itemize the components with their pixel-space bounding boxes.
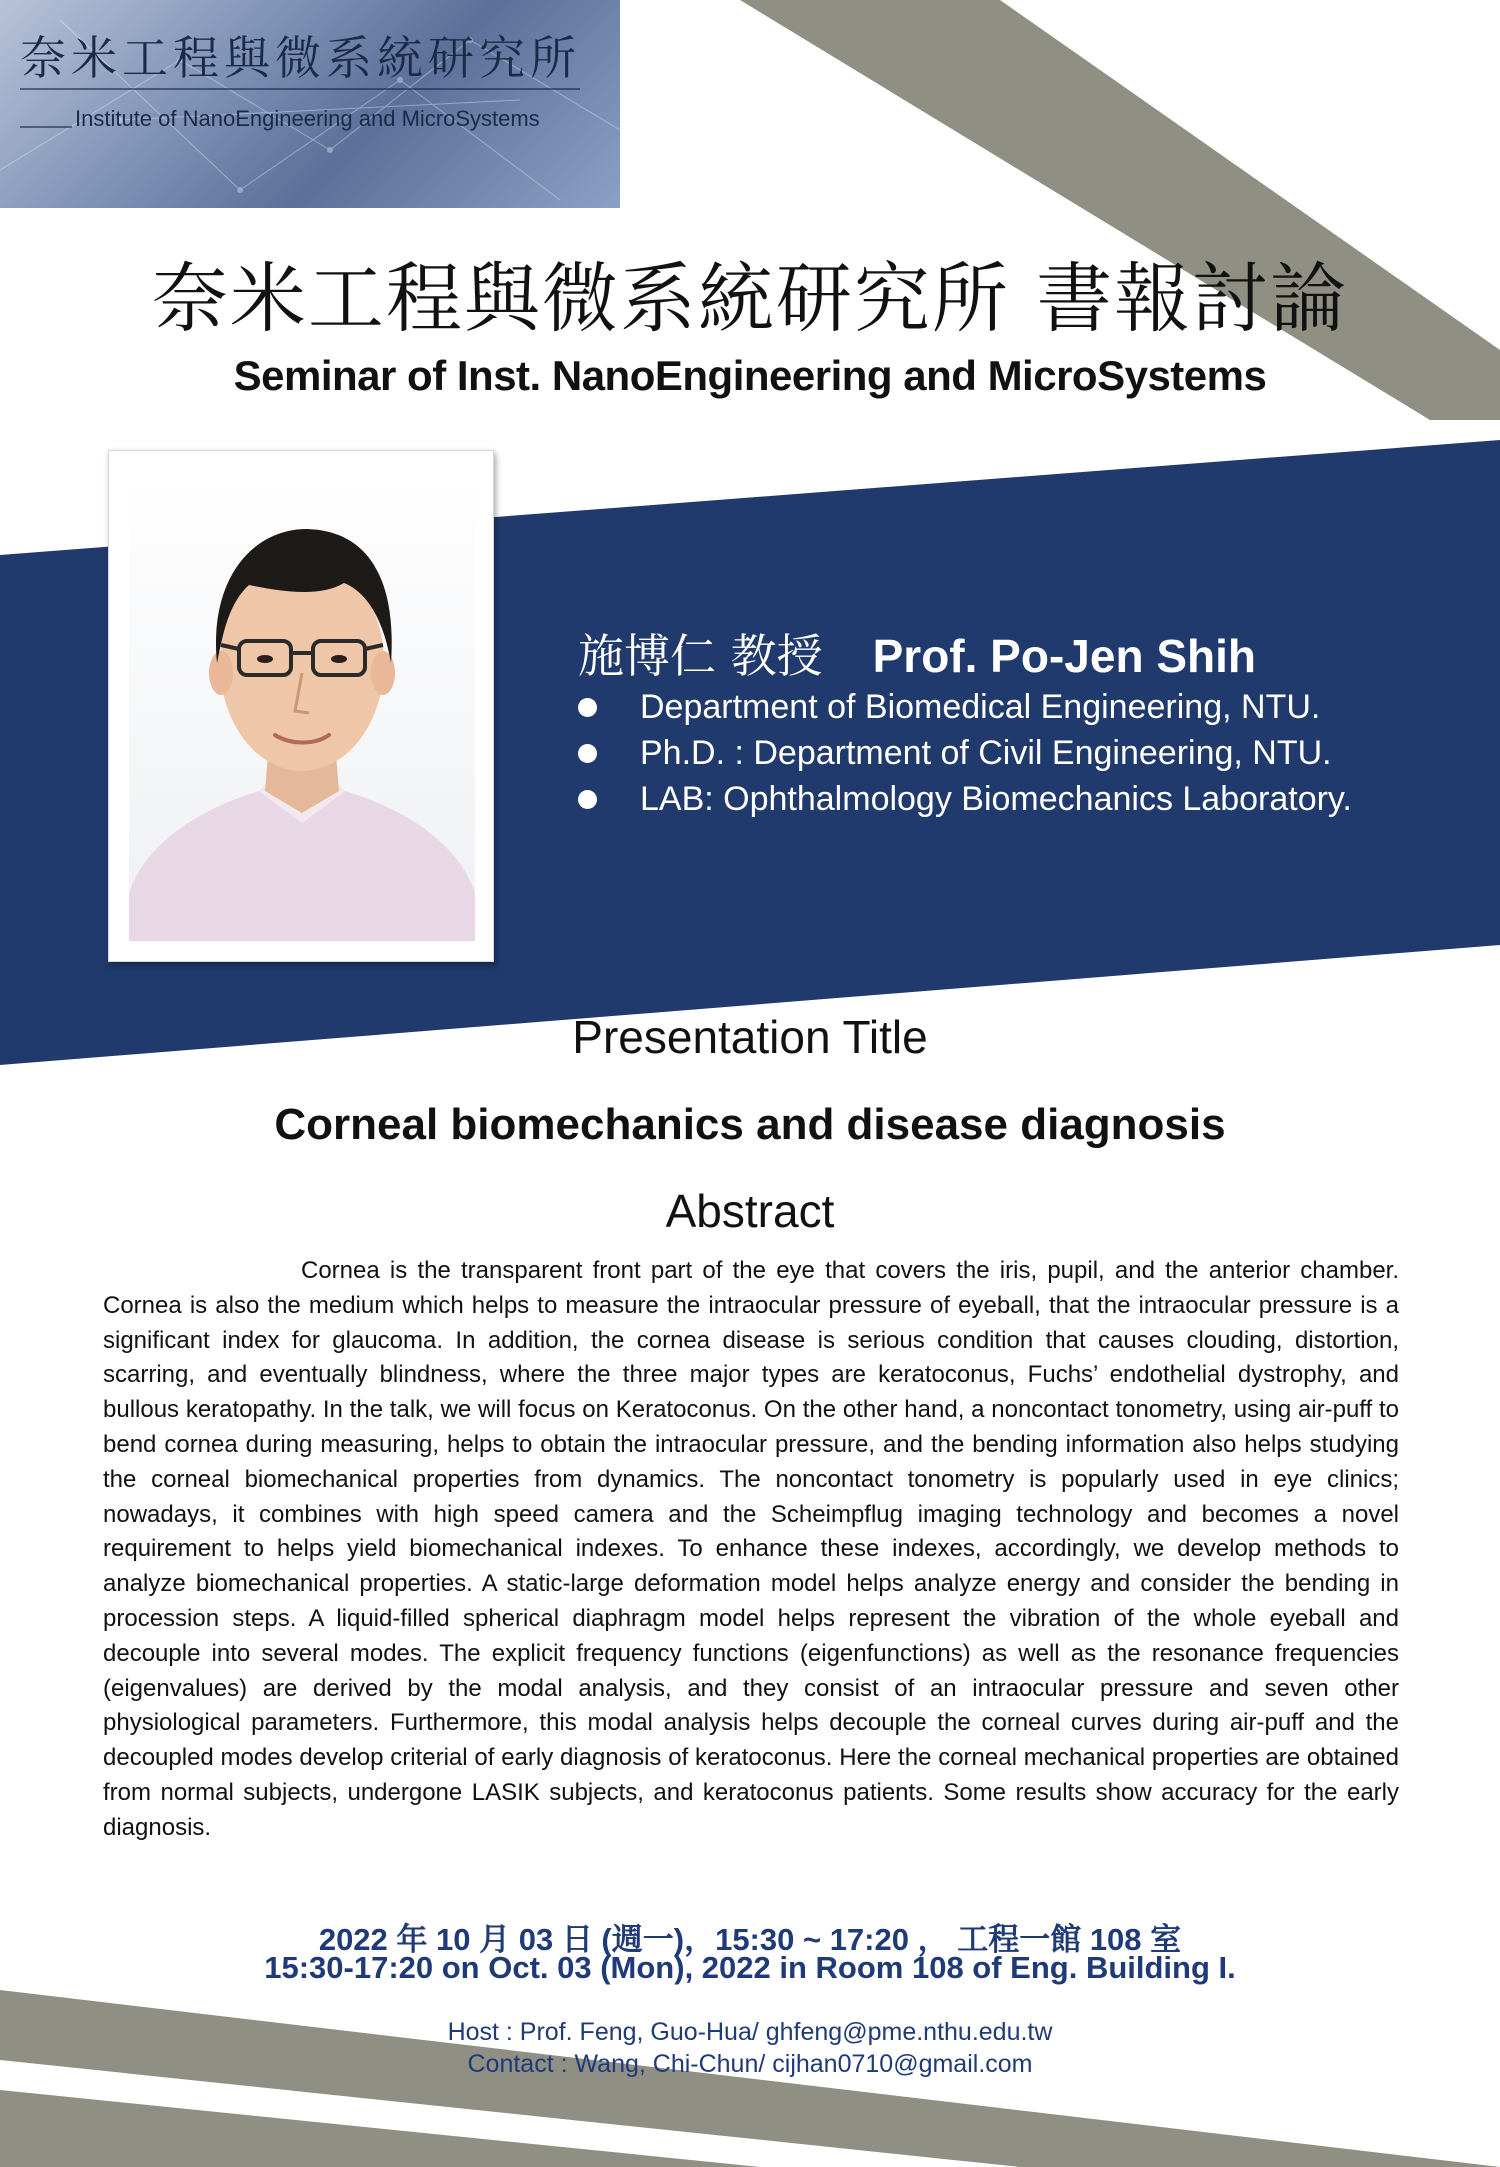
bullet-icon bbox=[578, 744, 597, 763]
bullet-icon bbox=[578, 790, 597, 809]
list-item bbox=[578, 730, 1352, 776]
banner-chinese-title: 奈米工程與微系統研究所 bbox=[20, 31, 581, 85]
host-info: Host : Prof. Feng, Guo-Hua/ ghfeng@pme.nthu.edu.tw bbox=[447, 2018, 1053, 2046]
banner-divider-short bbox=[20, 126, 72, 128]
portrait-illustration bbox=[129, 473, 475, 941]
speaker-phd: Ph.D. : Department of Civil Engineering, NTU. bbox=[640, 734, 1332, 772]
contact-info: Contact : Wang, Chi-Chun/ cijhan0710@gmail.com bbox=[467, 2050, 1033, 2078]
seminar-title-english: Seminar of Inst. NanoEngineering and MicroSystems bbox=[233, 352, 1267, 399]
event-date-chinese: 2022 年 10 月 03 日 (週一)，15:30 ~ 17:20 ， 工程一館 108 室 bbox=[318, 1922, 1182, 1957]
speaker-name bbox=[578, 620, 1256, 686]
bullet-icon bbox=[578, 698, 597, 717]
abstract-text: Cornea is the transparent front part of the eye that covers the iris, pupil, and the anterior chamber. Cornea is also the medium which helps to measure the intraocular pressure of eyeball, that the intraocular pressure is a significant index for glaucoma. In addition, the cornea disease is serious condition that causes clouding, distortion, scarring, and eventually blindness, where the three major types are keratoconus, Fuchs’ endothelial dystrophy, and bullous keratopathy. In the talk, we will focus on Keratoconus. On the other hand, a noncontact tonometry, using air-puff to bend cornea during measuring, helps to obtain the intraocular pressure, and the bending information also helps studying the corneal biomechanical properties from dynamics. The noncontact tonometry is popularly used in eye clinics; nowadays, it combines with high speed camera and the Scheimpflug imaging technology and becomes a novel requirement to helps yield biomechanical indexes. To enhance these indexes, accordingly, we develop methods to analyze biomechanical properties. A static-large deformation model helps analyze energy and consider the bending in procession steps. A liquid-filled spherical diaphragm model helps represent the vibration of the whole eyeball and decouple into several modes. The explicit frequency functions (eigenfunctions) as well as the resonance frequencies (eigenvalues) are derived by the modal analysis, and they consist of an intraocular pressure and seven other physiological parameters. Furthermore, this modal analysis helps decouple the corneal curves during air-puff and the decoupled modes develop criterial of early diagnosis of keratoconus. Here the corneal mechanical properties are obtained from normal subjects, undergone LASIK subjects, and keratoconus patients. Some results show accuracy for the early diagnosis. bbox=[103, 1257, 1399, 1841]
speaker-name-chinese: 施博仁 教授 bbox=[578, 629, 823, 683]
banner-english-title: Institute of NanoEngineering and MicroSystems bbox=[75, 106, 540, 131]
speaker-name-english: Prof. Po-Jen Shih bbox=[872, 630, 1256, 682]
abstract-label: Abstract bbox=[665, 1185, 835, 1237]
list-item bbox=[578, 684, 1352, 730]
event-date-english: 15:30-17:20 on Oct. 03 (Mon), 2022 in Room 108 of Eng. Building I. bbox=[264, 1950, 1236, 1985]
speaker-lab: LAB: Ophthalmology Biomechanics Laboratory. bbox=[640, 780, 1352, 818]
banner-divider bbox=[20, 88, 580, 90]
list-item bbox=[578, 776, 1352, 822]
speaker-department: Department of Biomedical Engineering, NTU. bbox=[640, 688, 1321, 726]
speaker-photo bbox=[129, 473, 475, 941]
seminar-title-chinese: 奈米工程與微系統研究所 書報討論 bbox=[151, 254, 1349, 343]
institute-banner bbox=[0, 0, 620, 208]
speaker-photo-frame bbox=[108, 450, 494, 962]
speaker-details-list bbox=[578, 684, 1352, 822]
presentation-title-label: Presentation Title bbox=[572, 1011, 928, 1063]
presentation-title: Corneal biomechanics and disease diagnosis bbox=[274, 1100, 1226, 1149]
